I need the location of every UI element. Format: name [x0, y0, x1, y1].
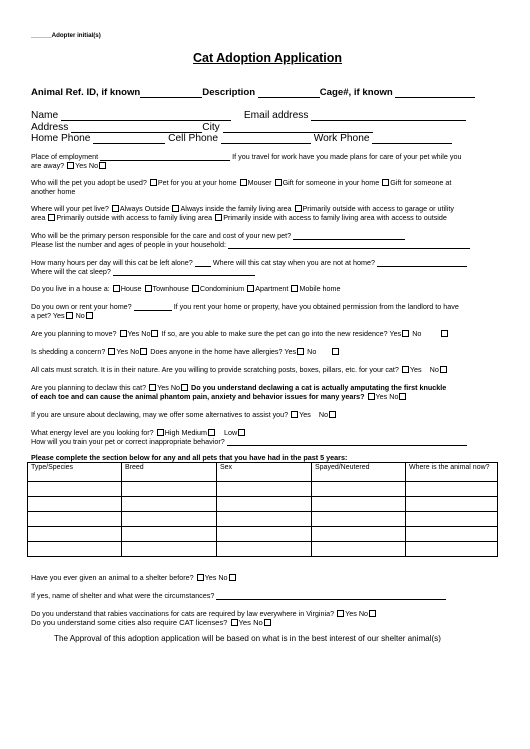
adopter-initials: ______Adopter initial(s) [31, 32, 101, 39]
address-row: Address City [31, 122, 373, 133]
gift-in-home-checkbox[interactable] [275, 179, 282, 186]
always-inside-checkbox[interactable] [172, 205, 179, 212]
table-cell[interactable] [28, 512, 122, 527]
moving-no-checkbox[interactable] [151, 330, 158, 337]
declaw-row-2: of each toe and can cause the animal phantom pain, anxiety and behavior issues for many years? Yes No [31, 392, 407, 401]
scratch-no-checkbox[interactable] [440, 366, 447, 373]
column-header: Sex [217, 463, 312, 482]
column-header: Type/Species [28, 463, 122, 482]
travel-row: are away? Yes No [31, 161, 107, 170]
residence-yes-checkbox[interactable] [402, 330, 409, 337]
outside-garage-checkbox[interactable] [295, 205, 302, 212]
employment-field[interactable] [100, 159, 230, 161]
gift-other-home-checkbox[interactable] [382, 179, 389, 186]
licenses-no-checkbox[interactable] [264, 619, 271, 626]
declaw-row: Are you planning to declaw this cat? Yes No Do you understand declawing a cat is actually amputating the first knuckle [31, 383, 447, 392]
live-row: Where will your pet live? Always Outside Always inside the family living area Primarily outside with access to garage or utility [31, 204, 454, 213]
table-cell[interactable] [217, 527, 312, 542]
rabies-row: Do you understand that rabies vaccinations for cats are required by law everywhere in Virginia? Yes No [31, 609, 377, 618]
work-phone-field[interactable] [372, 142, 452, 144]
outside-family-checkbox[interactable] [48, 214, 55, 221]
declaw-no-checkbox[interactable] [181, 384, 188, 391]
sleep-row: Where will the cat sleep? [31, 267, 255, 276]
energy-low-checkbox[interactable] [238, 429, 245, 436]
table-cell[interactable] [312, 482, 406, 497]
declaw-yes-checkbox[interactable] [149, 384, 156, 391]
alternatives-row: If you are unsure about declawing, may we offer some alternatives to assist you? Yes No [31, 410, 337, 419]
energy-high-checkbox[interactable] [157, 429, 164, 436]
landlord-yes-checkbox[interactable] [66, 312, 73, 319]
licenses-row: Do you understand some cities also require CAT licenses? Yes No [31, 618, 272, 627]
table-cell[interactable] [312, 527, 406, 542]
table-cell[interactable] [406, 527, 498, 542]
shedding-no-checkbox[interactable] [140, 348, 147, 355]
table-cell[interactable] [312, 512, 406, 527]
table-row [28, 512, 498, 527]
energy-row: What energy level are you looking for? High Medium Low [31, 428, 246, 437]
table-cell[interactable] [312, 542, 406, 557]
table-cell[interactable] [122, 482, 217, 497]
landlord-no-checkbox[interactable] [86, 312, 93, 319]
house-checkbox[interactable] [113, 285, 120, 292]
landlord-row: a pet? Yes No [31, 311, 94, 320]
residence-no-checkbox[interactable] [441, 330, 448, 337]
table-cell[interactable] [312, 497, 406, 512]
employment-row: Place of employment If you travel for work have you made plans for care of your pet while you [31, 152, 462, 161]
travel-no-checkbox[interactable] [99, 162, 106, 169]
hours-row: How many hours per day will this cat be left alone? Where will this cat stay when you are not at home? [31, 258, 467, 267]
mouser-checkbox[interactable] [240, 179, 247, 186]
moving-row: Are you planning to move? Yes No If so, are you able to make sure the pet can go into the new residence? Yes No [31, 329, 449, 338]
shelter-row: Have you ever given an animal to a shelter before? Yes No [31, 573, 237, 582]
townhouse-checkbox[interactable] [145, 285, 152, 292]
page-title: Cat Adoption Application [193, 51, 343, 65]
apartment-checkbox[interactable] [247, 285, 254, 292]
own-rent-field[interactable] [134, 309, 172, 311]
table-cell[interactable] [28, 497, 122, 512]
table-cell[interactable] [217, 512, 312, 527]
table-cell[interactable] [406, 512, 498, 527]
home-phone-field[interactable] [93, 142, 165, 144]
live-row-2: area Primarily outside with access to family living area Primarily inside with access to family living area with access to outside [31, 213, 447, 222]
train-row: How will you train your pet or correct inappropriate behavior? [31, 437, 467, 446]
shelter-yes-checkbox[interactable] [197, 574, 204, 581]
train-field[interactable] [227, 444, 467, 446]
alternatives-yes-checkbox[interactable] [291, 411, 298, 418]
energy-medium-checkbox[interactable] [208, 429, 215, 436]
household-row: Please list the number and ages of people in your household: [31, 240, 470, 249]
email-field[interactable] [311, 119, 466, 121]
mobile-home-checkbox[interactable] [291, 285, 298, 292]
phone-row: Home Phone Cell Phone Work Phone [31, 133, 452, 144]
scratch-row: All cats must scratch. It is in their nature. Are you willing to provide scratching posts, boxes, pillars, etc. for your cat? Yes No [31, 365, 448, 374]
shelter-no-checkbox[interactable] [229, 574, 236, 581]
rabies-no-checkbox[interactable] [369, 610, 376, 617]
table-cell[interactable] [122, 497, 217, 512]
moving-yes-checkbox[interactable] [120, 330, 127, 337]
adopt-for-cont: another home [31, 187, 76, 196]
description-field[interactable] [258, 96, 320, 98]
scratch-yes-checkbox[interactable] [402, 366, 409, 373]
allergies-yes-checkbox[interactable] [297, 348, 304, 355]
shedding-row: Is shedding a concern? Yes No Does anyone in the home have allergies? Yes No [31, 347, 340, 356]
approval-note: The Approval of this adoption application will be based on what is in the best interest of our shelter animal(s) [54, 634, 441, 643]
sleep-field[interactable] [113, 274, 255, 276]
table-cell[interactable] [122, 512, 217, 527]
history-heading: Please complete the section below for any and all pets that you have had in the past 5 years: [31, 453, 348, 462]
column-header: Spayed/Neutered [312, 463, 406, 482]
table-header-row [28, 463, 498, 482]
pet-history-table [27, 462, 498, 557]
adopt-for-row: Who will the pet you adopt be used? Pet for you at your home Mouser Gift for someone in your home Gift for someone at [31, 178, 452, 187]
name-row: Name Email address [31, 110, 466, 121]
house-type-row: Do you live in a house a: House Townhouse Condominium Apartment Mobile home [31, 284, 341, 293]
table-cell[interactable] [217, 542, 312, 557]
licenses-yes-checkbox[interactable] [231, 619, 238, 626]
table-cell[interactable] [406, 482, 498, 497]
amputation-yes-checkbox[interactable] [368, 393, 375, 400]
column-header: Where is the animal now? [406, 463, 498, 482]
allergies-no-checkbox[interactable] [332, 348, 339, 355]
stay-away-field[interactable] [377, 265, 467, 267]
table-cell[interactable] [28, 482, 122, 497]
table-row [28, 482, 498, 497]
ref-line: Animal Ref. ID, if known Description Cage#, if known [31, 87, 475, 98]
household-field[interactable] [228, 247, 470, 249]
table-cell[interactable] [217, 482, 312, 497]
table-row [28, 497, 498, 512]
cell-phone-field[interactable] [221, 142, 311, 144]
alternatives-no-checkbox[interactable] [329, 411, 336, 418]
table-cell[interactable] [28, 542, 122, 557]
travel-yes-checkbox[interactable] [67, 162, 74, 169]
table-row [28, 542, 498, 557]
table-cell[interactable] [28, 527, 122, 542]
pet-for-home-checkbox[interactable] [150, 179, 157, 186]
table-cell[interactable] [122, 542, 217, 557]
column-header: Breed [122, 463, 217, 482]
amputation-no-checkbox[interactable] [399, 393, 406, 400]
inside-outside-checkbox[interactable] [215, 214, 222, 221]
animal-ref-field[interactable] [140, 96, 202, 98]
responsible-row: Who will be the primary person responsible for the care and cost of your new pet? [31, 231, 405, 240]
name-field[interactable] [61, 119, 231, 121]
shelter-name-field[interactable] [216, 598, 446, 600]
own-rent-row: Do you own or rent your home? If you rent your home or property, have you obtained permission from the landlord to have [31, 302, 459, 311]
cage-field[interactable] [395, 96, 475, 98]
shedding-yes-checkbox[interactable] [108, 348, 115, 355]
rabies-yes-checkbox[interactable] [337, 610, 344, 617]
table-row [28, 527, 498, 542]
table-cell[interactable] [122, 527, 217, 542]
always-outside-checkbox[interactable] [112, 205, 119, 212]
table-cell[interactable] [217, 497, 312, 512]
shelter-name-row: If yes, name of shelter and what were the circumstances? [31, 591, 446, 600]
table-cell[interactable] [406, 542, 498, 557]
table-cell[interactable] [406, 497, 498, 512]
condominium-checkbox[interactable] [192, 285, 199, 292]
